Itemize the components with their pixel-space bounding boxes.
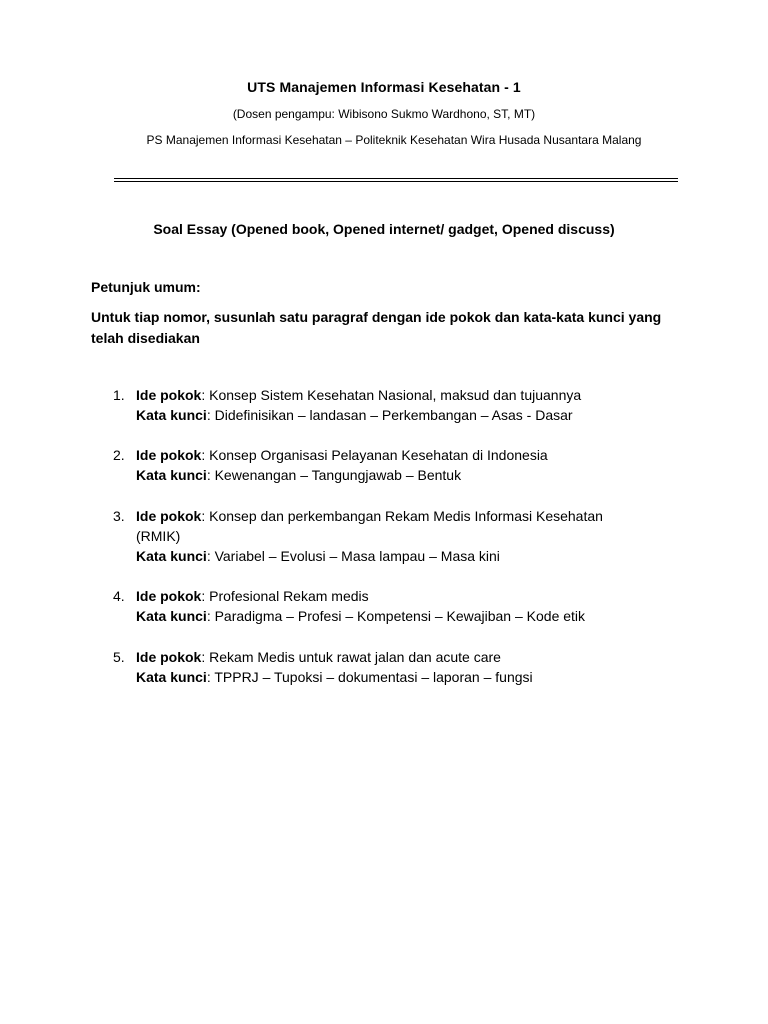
question-number: 5.: [113, 649, 125, 665]
keywords-label: Kata kunci: [136, 467, 207, 483]
keywords-text: : Didefinisikan – landasan – Perkembangan – Asas - Dasar: [206, 407, 573, 423]
main-idea-label: Ide pokok: [136, 447, 202, 463]
keywords-line: [136, 465, 461, 485]
question-number: 1.: [113, 387, 125, 403]
keywords-line: [136, 405, 573, 425]
main-idea-text: : Profesional Rekam medis: [201, 588, 369, 604]
keywords-line: [136, 667, 533, 687]
keywords-label: Kata kunci: [136, 608, 207, 624]
question-number: 4.: [113, 588, 125, 604]
program-line: PS Manajemen Informasi Kesehatan – Politeknik Kesehatan Wira Husada Nusantara Malang: [146, 133, 642, 147]
keywords-label: Kata kunci: [136, 669, 207, 685]
question-number: 3.: [113, 508, 125, 524]
main-idea-text: : Konsep dan perkembangan Rekam Medis Informasi Kesehatan: [201, 508, 603, 524]
main-idea-text: : Rekam Medis untuk rawat jalan dan acute care: [201, 649, 501, 665]
main-idea-label: Ide pokok: [136, 508, 202, 524]
main-idea-line: [136, 647, 501, 667]
keywords-text: : Paradigma – Profesi – Kompetensi – Kewajiban – Kode etik: [206, 608, 586, 624]
main-idea-line: [136, 445, 548, 465]
keywords-line: [136, 546, 500, 566]
header-divider: [114, 178, 678, 182]
section-subtitle: Soal Essay (Opened book, Opened internet/ gadget, Opened discuss): [153, 221, 615, 237]
keywords-label: Kata kunci: [136, 407, 207, 423]
main-idea-line: [136, 385, 581, 405]
main-idea-label: Ide pokok: [136, 649, 202, 665]
main-idea-line: [136, 586, 369, 606]
keywords-text: : Variabel – Evolusi – Masa lampau – Masa kini: [206, 548, 500, 564]
main-idea-continuation: (RMIK): [136, 528, 181, 544]
main-idea-line: [136, 506, 603, 526]
keywords-line: [136, 606, 585, 626]
keywords-text: : Kewenangan – Tangungjawab – Bentuk: [206, 467, 462, 483]
main-idea-text: : Konsep Organisasi Pelayanan Kesehatan di Indonesia: [201, 447, 548, 463]
document-title: UTS Manajemen Informasi Kesehatan - 1: [247, 79, 521, 95]
instructions-heading: Petunjuk umum:: [91, 279, 201, 295]
keywords-label: Kata kunci: [136, 548, 207, 564]
instructions-text: Untuk tiap nomor, susunlah satu paragraf dengan ide pokok dan kata-kata kunci yang telah disediakan: [91, 309, 662, 346]
main-idea-label: Ide pokok: [136, 387, 202, 403]
main-idea-label: Ide pokok: [136, 588, 202, 604]
lecturer-line: (Dosen pengampu: Wibisono Sukmo Wardhono, ST, MT): [232, 107, 536, 121]
keywords-text: : TPPRJ – Tupoksi – dokumentasi – laporan – fungsi: [206, 669, 533, 685]
main-idea-text: : Konsep Sistem Kesehatan Nasional, maksud dan tujuannya: [201, 387, 582, 403]
question-number: 2.: [113, 447, 125, 463]
